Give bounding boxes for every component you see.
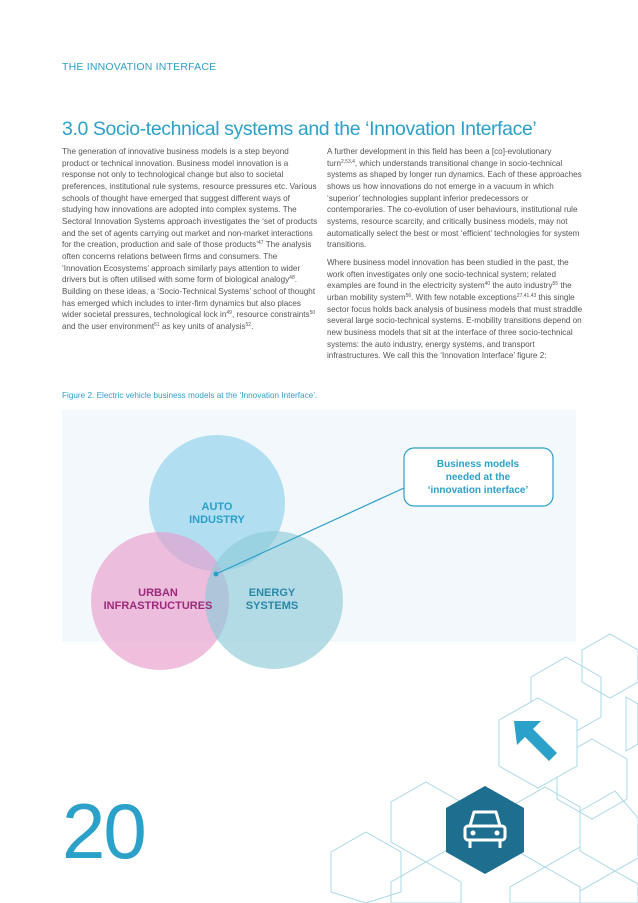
hexagon [580,791,638,871]
callout-line1: Business models [436,459,520,470]
paragraph: The generation of innovative business models is a step beyond product or technical innovation. Business model innovation is a response not only to technological change but also to societal preferences, institutional rule systems, resource pressures etc. Various schools of thought have emerged that suggest different ways of studying how innovations are adopted into complex systems. The Sectoral Innovation Systems approach investigates the ‘set of products and the set of agents carrying out market and non-market interactions for the creation, production and sale of those products’$^{47}$ The analysis often concerns relations between firms and consumers. The ‘Innovation Ecosystems’ approach similarly pays attention to wider drivers but is often utilised with some form of biological analogy$^{48}$. Building on these ideas, a ‘Socio-Technical Systems’ school of thought has emerged which includes to inter-firm dynamics but also places wider societal pressures, technological lock $in^{49}$, resource constraints$^{50}$ and the user environment$^{51}$ as key units of analysis$^{52}$. [62,147,318,331]
callout-line3: ‘innovation interface’ [427,485,529,496]
figure-caption: Figure 2. Electric vehicle business models at the ‘Innovation Interface’. [62,391,318,400]
page-title: 3.0 Socio-technical systems and the ‘Innovation Interface’ [62,118,537,140]
car-headlight-right [495,831,500,836]
paragraph: A further development in this field has been a [co]-evolutionary turn$^{2,53,4}$, which understands transitional change in socio-technical systems as shaped by longer run dynamics. Each of these approaches shows us how innovations do not emerge in a vacuum in which ‘superior’ technologies supplant inferior predecessors or contemporaries. The co-evolution of user behaviours, institutional rule systems, resource scarcity, and critically business models, may not automatically select the best or most ‘efficient’ technologies for system transitions. [327,147,582,250]
paragraph: Where business model innovation has been studied in the past, the work often investigates only one socio-technical system; related examples are found in the electricity system$^{40}$ the auto industry$^{55}$ the urban mobility system$^{56}$. With few notable exceptions$^{27,41,43}$ this single sector focus holds back analysis of business models that must straddle several large socio-technical systems. E-mobility transitions depend on new business models that sit at the interface of three socio-technical systems: the auto industry, energy systems, and transport infrastructures. We call this the ‘Innovation Interface’ figure 2: [327,257,583,361]
urban-label-line1: URBAN [138,587,178,599]
auto-label-line2: INDUSTRY [189,514,245,526]
hexagon [580,871,638,903]
hexagon [626,697,638,751]
auto-label-line1: AUTO [201,501,233,513]
section-label: THE INNOVATION INTERFACE [62,61,217,73]
hexagon [510,867,580,903]
urban-label-line2: INFRASTRUCTURES [103,600,213,612]
page-number: 20 [62,787,145,875]
interface-point [214,572,219,577]
car-hexagon [446,786,524,874]
energy-label-line2: SYSTEMS [245,600,299,612]
callout-line2: needed at the [445,472,511,483]
hexagon [582,634,638,698]
energy-label-line1: ENERGY [248,587,296,599]
car-headlight-left [471,831,476,836]
